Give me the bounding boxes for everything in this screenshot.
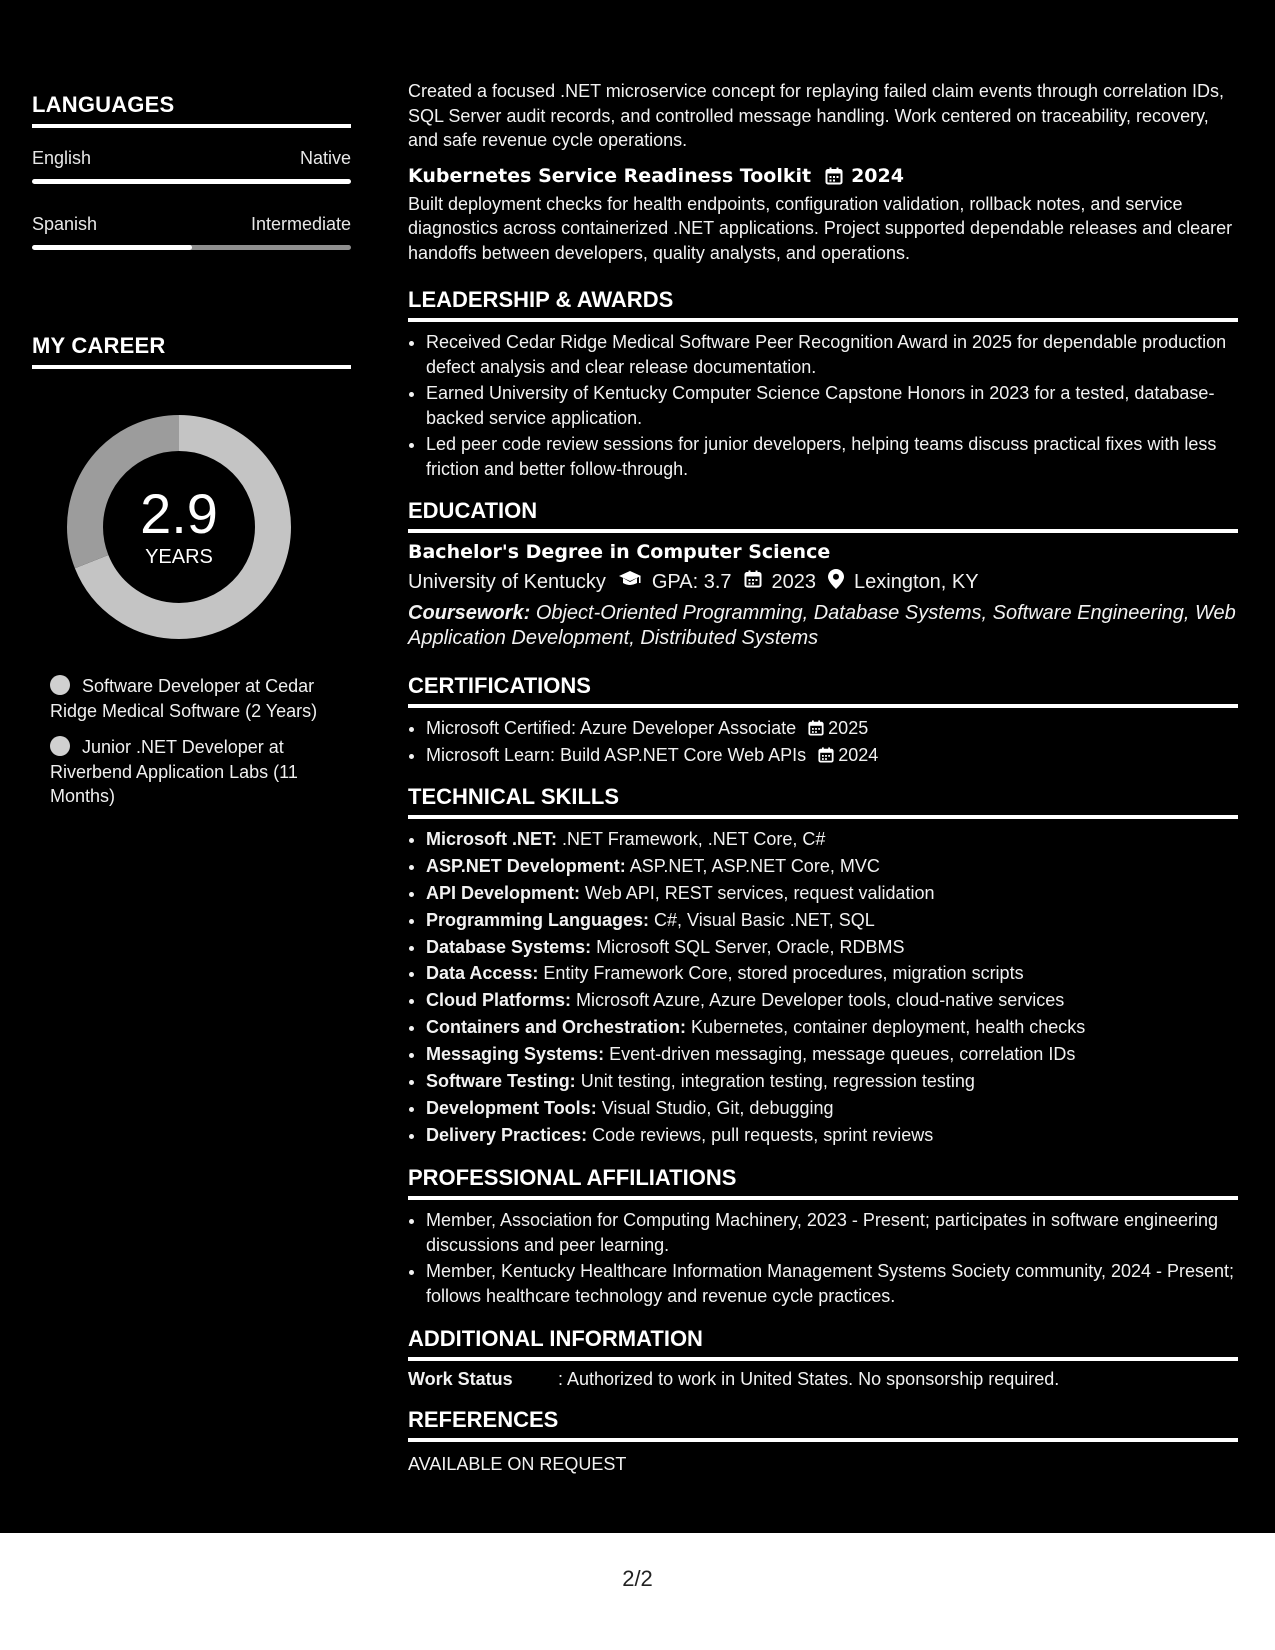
skill-label: Messaging Systems: xyxy=(426,1044,605,1065)
language-level: Intermediate xyxy=(250,214,351,234)
graduation-year: 2023 xyxy=(771,570,817,593)
certification-year: 2024 xyxy=(838,744,879,765)
list-item: • Led peer code review sessions for junior developers, helping teams discuss practical fixes with less friction and better follow-through. xyxy=(426,432,1238,481)
skill-value: Microsoft Azure, Azure Developer tools, cloud-native services xyxy=(571,990,1065,1011)
list-item: • Received Cedar Ridge Medical Software Peer Recognition Award in 2025 for dependable production defect analysis and clear release documentation. xyxy=(426,330,1238,379)
additional-info-heading: ADDITIONAL INFORMATION xyxy=(408,1326,1238,1361)
language-proficiency-bar xyxy=(32,179,351,184)
list-item: • Member, Association for Computing Machinery, 2023 - Present; participates in software engineering discussions and peer learning. xyxy=(426,1208,1238,1257)
references-section xyxy=(408,1407,1238,1477)
leadership-section xyxy=(408,287,1238,483)
project-description: Created a focused .NET microservice concept for replaying failed claim events through correlation IDs, SQL Server audit records, and controlled message handling. Work centered on traceability, recovery, and safe revenue cycle operations. xyxy=(408,81,1225,150)
graduation-cap-icon xyxy=(618,570,642,594)
career-section xyxy=(32,333,351,369)
skill-item xyxy=(426,1096,1238,1121)
calendar-icon xyxy=(808,718,824,734)
main-content xyxy=(380,0,1275,1533)
certification-name: Microsoft Learn: Build ASP.NET Core Web APIs xyxy=(426,744,807,765)
language-name: Spanish xyxy=(32,214,98,234)
project-description: Built deployment checks for health endpoints, configuration validation, rollback notes, and service diagnostics across containerized .NET applications. Project supported dependable releases and clearer handoffs between developers, quality analysts, and operations. xyxy=(408,193,1233,263)
language-item xyxy=(32,148,351,184)
language-item xyxy=(32,214,351,250)
coursework-list: Object-Oriented Programming, Database Systems, Software Engineering, Web Application Development, Distributed Systems xyxy=(408,602,1236,649)
skill-label: ASP.NET Development: xyxy=(426,855,626,876)
languages-section xyxy=(32,92,351,250)
language-level: Native xyxy=(299,148,351,168)
skill-label: Cloud Platforms: xyxy=(426,990,572,1011)
skill-value: Unit testing, integration testing, regression testing xyxy=(575,1071,975,1092)
school-name: University of Kentucky xyxy=(408,570,606,593)
skill-item xyxy=(426,854,1238,879)
career-item xyxy=(50,735,340,809)
work-status-row xyxy=(408,1369,1238,1390)
language-name: English xyxy=(32,148,92,168)
skill-item xyxy=(426,908,1238,933)
sidebar xyxy=(0,0,380,1533)
technical-skills-heading: TECHNICAL SKILLS xyxy=(408,784,1238,819)
work-status-label: Work Status xyxy=(408,1369,513,1389)
certification-year: 2025 xyxy=(828,718,869,738)
certification-item xyxy=(426,743,1238,768)
skill-item xyxy=(426,1069,1238,1094)
skill-item xyxy=(426,881,1238,906)
certification-item xyxy=(426,716,1238,741)
skill-item xyxy=(426,1042,1238,1067)
skill-item xyxy=(426,1123,1238,1148)
career-list xyxy=(50,674,340,821)
legend-dot-icon xyxy=(50,736,70,756)
additional-info-section xyxy=(408,1326,1238,1390)
references-heading: REFERENCES xyxy=(408,1407,1238,1442)
skill-value: C#, Visual Basic .NET, SQL xyxy=(649,909,875,930)
projects-section xyxy=(408,79,1238,265)
career-donut-chart xyxy=(66,414,292,640)
project-title: Kubernetes Service Readiness Toolkit xyxy=(408,164,812,187)
skill-value: Entity Framework Core, stored procedures, migration scripts xyxy=(538,963,1024,984)
location-pin-icon xyxy=(828,569,844,595)
skill-label: Development Tools: xyxy=(426,1097,597,1118)
skill-value: Web API, REST services, request validation xyxy=(580,882,935,903)
career-heading: MY CAREER xyxy=(32,333,351,369)
career-item-text: Software Developer at Cedar Ridge Medical Software (2 Years) xyxy=(50,676,318,721)
leadership-heading: LEADERSHIP & AWARDS xyxy=(408,287,1238,322)
language-proficiency-fill xyxy=(32,179,351,184)
calendar-icon xyxy=(818,745,834,761)
school-location: Lexington, KY xyxy=(854,570,979,593)
skill-label: Software Testing: xyxy=(426,1071,576,1092)
page-number: 2/2 xyxy=(622,1566,653,1591)
certification-name: Microsoft Certified: Azure Developer Associate xyxy=(426,718,797,738)
gpa: GPA: 3.7 xyxy=(651,570,732,593)
calendar-icon xyxy=(825,167,843,185)
skill-item xyxy=(426,1015,1238,1040)
calendar-icon xyxy=(744,570,762,594)
skill-value: Code reviews, pull requests, sprint reviews xyxy=(587,1124,934,1145)
career-item xyxy=(50,674,340,723)
affiliations-heading: PROFESSIONAL AFFILIATIONS xyxy=(408,1165,1238,1200)
degree-title: Bachelor's Degree in Computer Science xyxy=(408,541,831,563)
work-status-value: : Authorized to work in United States. No sponsorship required. xyxy=(558,1369,1060,1389)
certifications-heading: CERTIFICATIONS xyxy=(408,673,1238,708)
affiliations-section xyxy=(408,1165,1238,1310)
coursework-label: Coursework: xyxy=(408,602,531,624)
references-text: AVAILABLE ON REQUEST xyxy=(408,1454,627,1474)
skill-value: ASP.NET, ASP.NET Core, MVC xyxy=(625,855,880,876)
languages-heading: LANGUAGES xyxy=(32,92,351,128)
skill-label: Delivery Practices: xyxy=(426,1124,588,1145)
skill-item xyxy=(426,988,1238,1013)
project-title-row xyxy=(408,165,1238,187)
career-total-value: 2.9 xyxy=(140,481,218,545)
skill-label: Data Access: xyxy=(426,963,539,984)
skill-value: Microsoft SQL Server, Oracle, RDBMS xyxy=(591,936,905,957)
technical-skills-section xyxy=(408,784,1238,1150)
career-item-text: Junior .NET Developer at Riverbend Application Labs (11 Months) xyxy=(50,737,298,806)
education-section xyxy=(408,498,1238,651)
skill-label: API Development: xyxy=(426,882,581,903)
education-heading: EDUCATION xyxy=(408,498,1238,533)
skill-item xyxy=(426,935,1238,960)
education-details xyxy=(408,569,1238,595)
coursework xyxy=(408,601,1238,651)
certifications-section xyxy=(408,673,1238,769)
skill-label: Microsoft .NET: xyxy=(426,829,558,849)
language-proficiency-fill xyxy=(32,245,192,250)
skill-label: Programming Languages: xyxy=(426,909,650,930)
skill-item xyxy=(426,827,1238,852)
skill-value: .NET Framework, .NET Core, C# xyxy=(557,829,826,849)
skill-label: Containers and Orchestration: xyxy=(426,1017,687,1038)
legend-dot-icon xyxy=(50,675,70,695)
career-total-unit: YEARS xyxy=(145,545,213,568)
skill-value: Visual Studio, Git, debugging xyxy=(596,1097,834,1118)
list-item: • Earned University of Kentucky Computer Science Capstone Honors in 2023 for a tested, database-backed service application. xyxy=(426,381,1238,430)
project-year: 2024 xyxy=(851,164,904,187)
list-item: • Member, Kentucky Healthcare Information Management Systems Society community, 2024 - Present; follows healthcare technology and revenue cycle practices. xyxy=(426,1259,1238,1308)
skill-value: Kubernetes, container deployment, health checks xyxy=(686,1017,1086,1038)
skill-item xyxy=(426,961,1238,986)
language-proficiency-bar xyxy=(32,245,351,250)
skill-value: Event-driven messaging, message queues, correlation IDs xyxy=(604,1044,1076,1065)
skill-label: Database Systems: xyxy=(426,936,592,957)
